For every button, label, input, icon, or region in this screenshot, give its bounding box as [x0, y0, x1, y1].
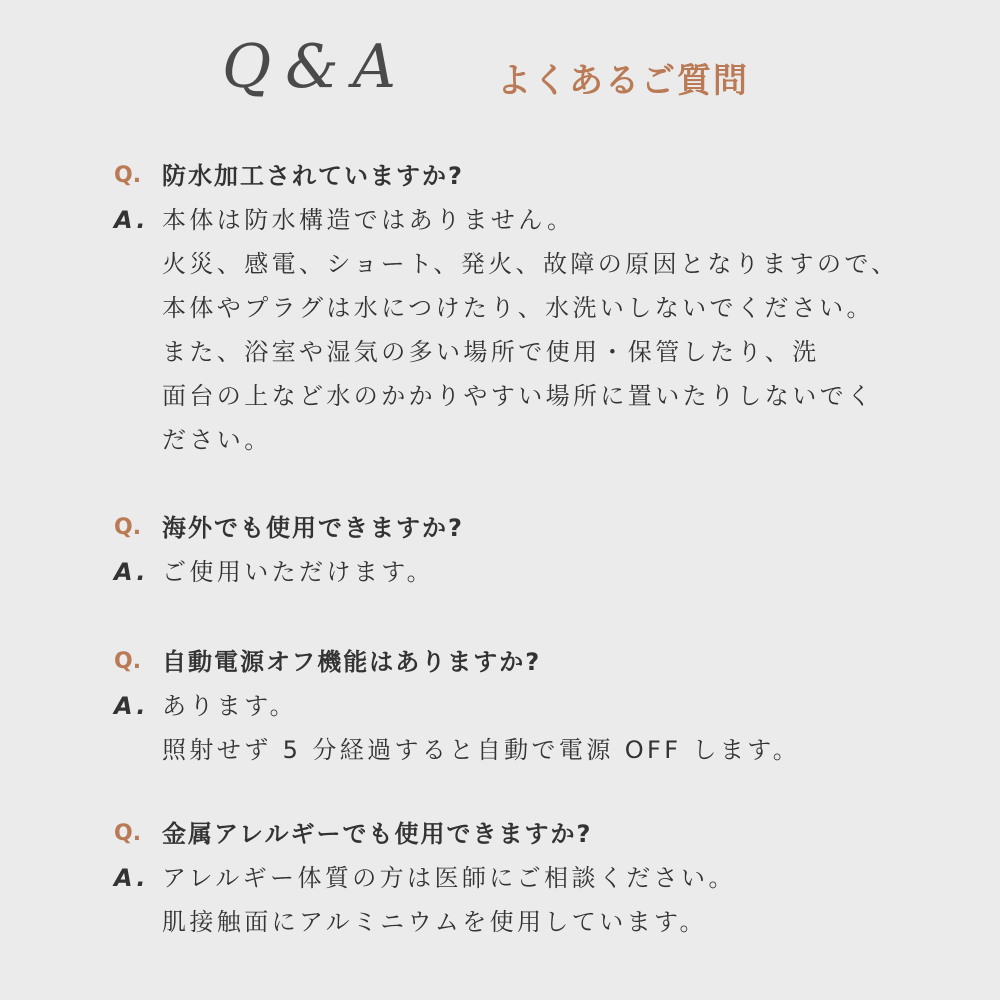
answer-line: 肌接触面にアルミニウムを使用しています。 [162, 908, 707, 936]
question-text: 海外でも使用できますか? [162, 514, 464, 542]
answer-line: ださい。 [162, 426, 272, 454]
answer-line-row [114, 906, 944, 950]
answer-line: 面台の上など水のかかりやすい場所に置いたりしないでく [162, 382, 875, 410]
answer-line: 照射せず 5 分経過すると自動で電源 OFF します。 [162, 736, 801, 764]
q-marker: Q. [114, 821, 142, 846]
answer-line-row [114, 248, 944, 292]
header [0, 30, 1000, 110]
answer-row [114, 862, 944, 906]
question-row [114, 818, 944, 862]
answer-line-row [114, 734, 944, 778]
q-marker: Q. [114, 515, 142, 540]
answer-line: アレルギー体質の方は医師にご相談ください。 [162, 864, 736, 892]
a-marker: A. [114, 692, 149, 720]
faq-item [114, 646, 944, 778]
answer-row [114, 204, 944, 248]
answer-line: また、浴室や湿気の多い場所で使用・保管したり、洗 [162, 338, 820, 366]
faq-item [114, 160, 944, 468]
answer-line: あります。 [162, 692, 298, 720]
answer-row [114, 690, 944, 734]
answer-line: 本体やプラグは水につけたり、水洗いしないでください。 [162, 294, 874, 322]
q-marker: Q. [114, 649, 142, 674]
faq-item [114, 818, 944, 950]
question-row [114, 646, 944, 690]
answer-line-row [114, 380, 944, 424]
answer-line-row [114, 424, 944, 468]
question-row [114, 512, 944, 556]
a-marker: A. [114, 558, 149, 586]
answer-row [114, 556, 944, 600]
question-row [114, 160, 944, 204]
qa-logo: Q&A [222, 32, 410, 102]
question-text: 自動電源オフ機能はありますか? [162, 648, 542, 676]
a-marker: A. [114, 206, 149, 234]
answer-line: 本体は防水構造ではありません。 [162, 206, 575, 234]
question-text: 金属アレルギーでも使用できますか? [162, 820, 593, 848]
answer-line: ご使用いただけます。 [162, 558, 435, 586]
a-marker: A. [114, 864, 149, 892]
question-text: 防水加工されていますか? [162, 162, 464, 190]
page-subtitle: よくあるご質問 [497, 61, 749, 101]
answer-line: 火災、感電、ショート、発火、故障の原因となりますので、 [162, 250, 899, 278]
faq-item [114, 512, 944, 600]
answer-line-row [114, 292, 944, 336]
q-marker: Q. [114, 163, 142, 188]
answer-line-row [114, 336, 944, 380]
